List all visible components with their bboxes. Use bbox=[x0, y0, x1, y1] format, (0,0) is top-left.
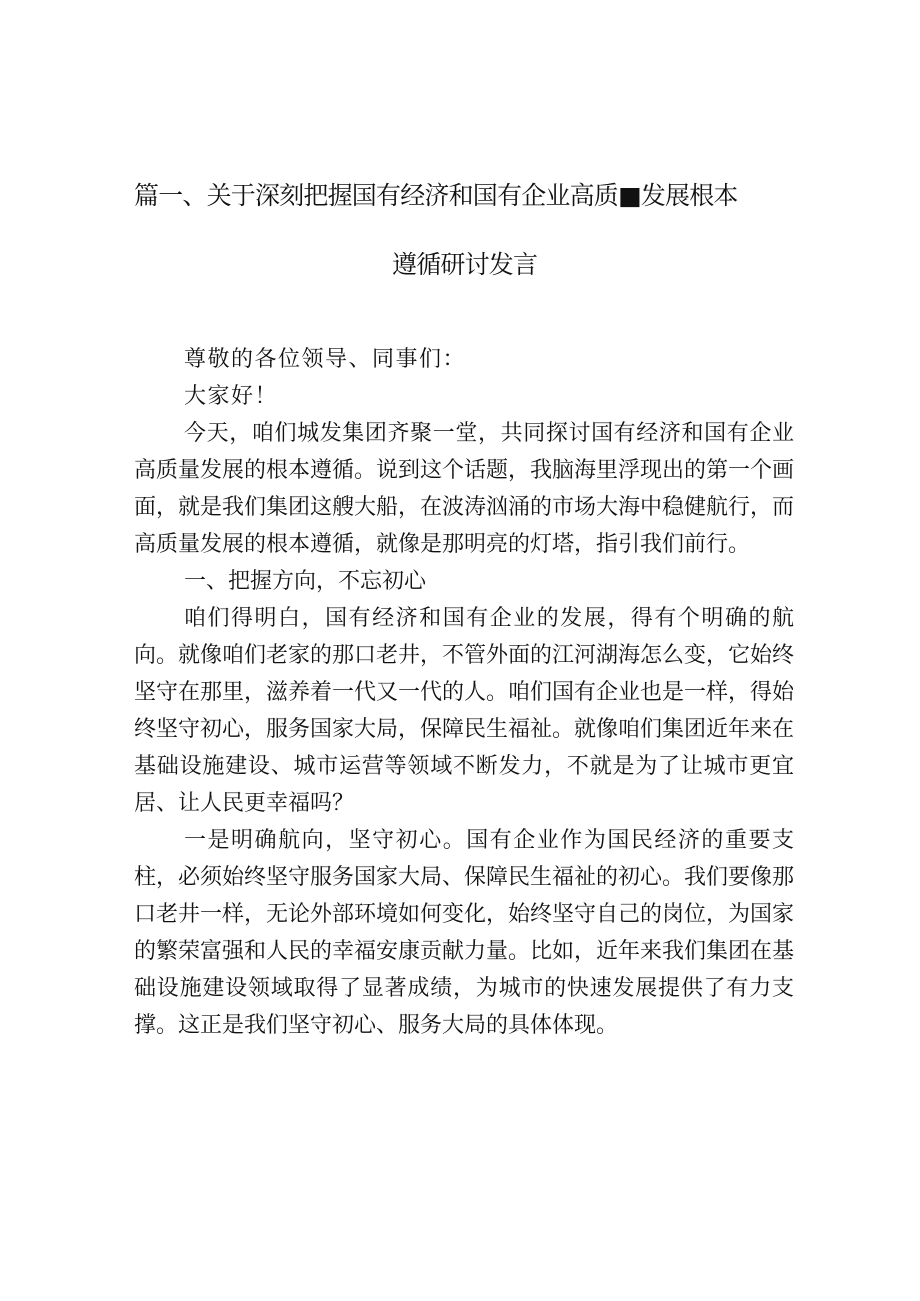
salutation: 尊敬的各位领导、同事们： bbox=[184, 347, 467, 372]
section-paragraph: 一是明确航向，坚守初心。国有企业作为国民经济的重要支柱，必须始终坚守服务国家大局、保障民生福祉的初心。我们要像那口老井一样，无论外部环境如何变化，始终坚守自己的岗位，为国家的繁荣富强和人民的幸福安康贡献力量。比如，近年来我们集团在基础设施建设领域取得了显著成绩，为城市的快速发展提供了有力支撑。这正是我们坚守初心、服务大局的具体体现。 bbox=[134, 828, 795, 1038]
intro-paragraph: 今天，咱们城发集团齐聚一堂，共同探讨国有经济和国有企业高质量发展的根本遵循。说到这个话题，我脑海里浮现出的第一个画面，就是我们集团这艘大船，在波涛汹涌的市场大海中稳健航行，而高质量发展的根本遵循，就像是那明亮的灯塔，指引我们前行。 bbox=[134, 421, 795, 557]
section-heading: 一、把握方向，不忘初心 bbox=[184, 569, 427, 594]
document-body bbox=[134, 341, 794, 1044]
greeting: 大家好！ bbox=[184, 384, 279, 409]
document-title-line-2: 遵循研讨发言 bbox=[392, 250, 538, 279]
section-paragraph: 咱们得明白，国有经济和国有企业的发展，得有个明确的航向。就像咱们老家的那口老井，不管外面的江河湖海怎么变，它始终坚守在那里，滋养着一代又一代的人。咱们国有企业也是一样，得始终坚守初心，服务国家大局，保障民生福祉。就像咱们集团近年来在基础设施建设、城市运营等领域不断发力，不就是为了让城市更宜居、让人民更幸福吗？ bbox=[134, 606, 795, 816]
document-title-line-1: 篇一、关于深刻把握国有经济和国有企业高质■发展根本 bbox=[134, 181, 738, 210]
